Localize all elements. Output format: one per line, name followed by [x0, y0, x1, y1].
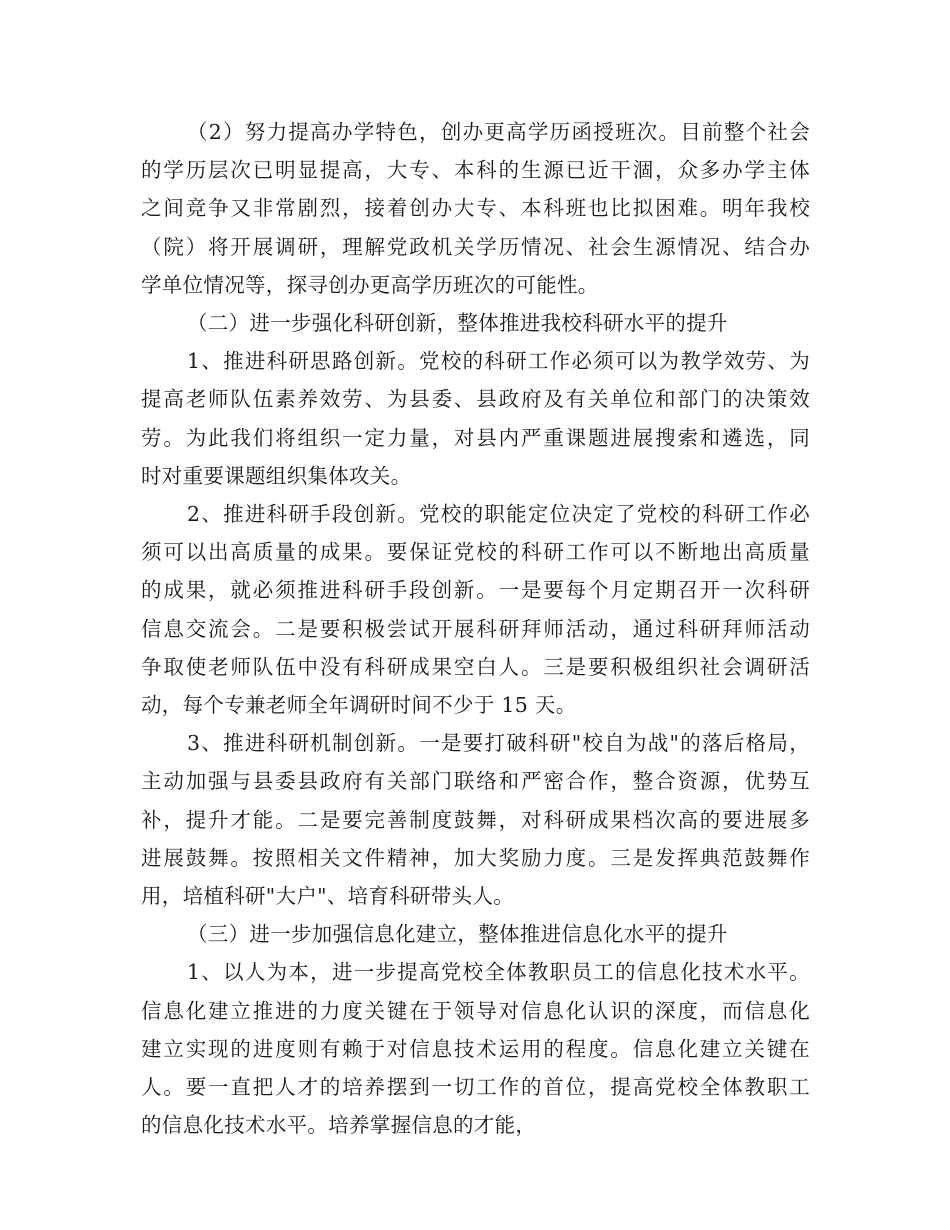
document-page	[141, 113, 810, 1144]
paragraph-line: 信息交流会。二是要积极尝试开展科研拜师活动，通过科研拜师活动	[141, 616, 810, 641]
paragraph-line: 劳。为此我们将组织一定力量，对县内严重课题进展搜索和遴选，同	[141, 425, 810, 450]
paragraph-line: 用，培植科研"大户"、培育科研带头人。	[141, 884, 515, 909]
paragraph-line: （院）将开展调研，理解党政机关学历情况、社会生源情况、结合办	[141, 234, 810, 259]
paragraph-line: 信息化建立推进的力度关键在于领导对信息化认识的深度，而信息化	[141, 998, 810, 1023]
paragraph-line: 时对重要课题组织集体攻关。	[141, 463, 412, 488]
body-paragraph	[141, 495, 810, 724]
body-paragraph	[141, 113, 810, 304]
body-paragraph	[141, 724, 810, 915]
section-heading: （三）进一步加强信息化建立，整体推进信息化水平的提升	[187, 922, 728, 947]
paragraph-line: 提高老师队伍素养效劳、为县委、县政府及有关单位和部门的决策效	[141, 387, 810, 412]
paragraph-line: 建立实现的进度则有赖于对信息技术运用的程度。信息化建立关键在	[141, 1036, 810, 1061]
paragraph-line: 争取使老师队伍中没有科研成果空白人。三是要积极组织社会调研活	[141, 654, 810, 679]
paragraph-line: 1、以人为本，进一步提高党校全体教职员工的信息化技术水平。	[187, 960, 810, 985]
paragraph-line: 的信息化技术水平。培养掌握信息的才能，	[141, 1113, 537, 1138]
section-heading: （二）进一步强化科研创新，整体推进我校科研水平的提升	[187, 311, 728, 336]
paragraph-line: 2、推进科研手段创新。党校的职能定位决定了党校的科研工作必	[187, 502, 810, 527]
paragraph-line: 1、推进科研思路创新。党校的科研工作必须可以为教学效劳、为	[187, 349, 810, 374]
paragraph-line: 之间竞争又非常剧烈，接着创办大专、本科班也比拟困难。明年我校	[141, 196, 810, 221]
paragraph-line: 须可以出高质量的成果。要保证党校的科研工作可以不断地出高质量	[141, 540, 810, 565]
paragraph-line: 补，提升才能。二是要完善制度鼓舞，对科研成果档次高的要进展多	[141, 807, 810, 832]
paragraph-line: 主动加强与县委县政府有关部门联络和严密合作，整合资源，优势互	[141, 769, 810, 794]
paragraph-line: 的学历层次已明显提高，大专、本科的生源已近干涸，众多办学主体	[141, 158, 810, 183]
paragraph-line: （2）努力提高办学特色，创办更高学历函授班次。目前整个社会	[187, 120, 810, 144]
paragraph-line: 人。要一直把人才的培养摆到一切工作的首位，提高党校全体教职工	[141, 1075, 810, 1100]
body-paragraph	[141, 953, 810, 1144]
paragraph-line: 进展鼓舞。按照相关文件精神，加大奖励力度。三是发挥典范鼓舞作	[141, 845, 810, 870]
paragraph-line: 学单位情况等，探寻创办更高学历班次的可能性。	[141, 272, 599, 297]
paragraph-line: 的成果，就必须推进科研手段创新。一是要每个月定期召开一次科研	[141, 578, 810, 603]
body-paragraph	[141, 342, 810, 495]
paragraph-line: 动，每个专兼老师全年调研时间不少于 15 天。	[141, 693, 577, 718]
paragraph-line: 3、推进科研机制创新。一是要打破科研"校自为战"的落后格局，	[187, 731, 810, 756]
